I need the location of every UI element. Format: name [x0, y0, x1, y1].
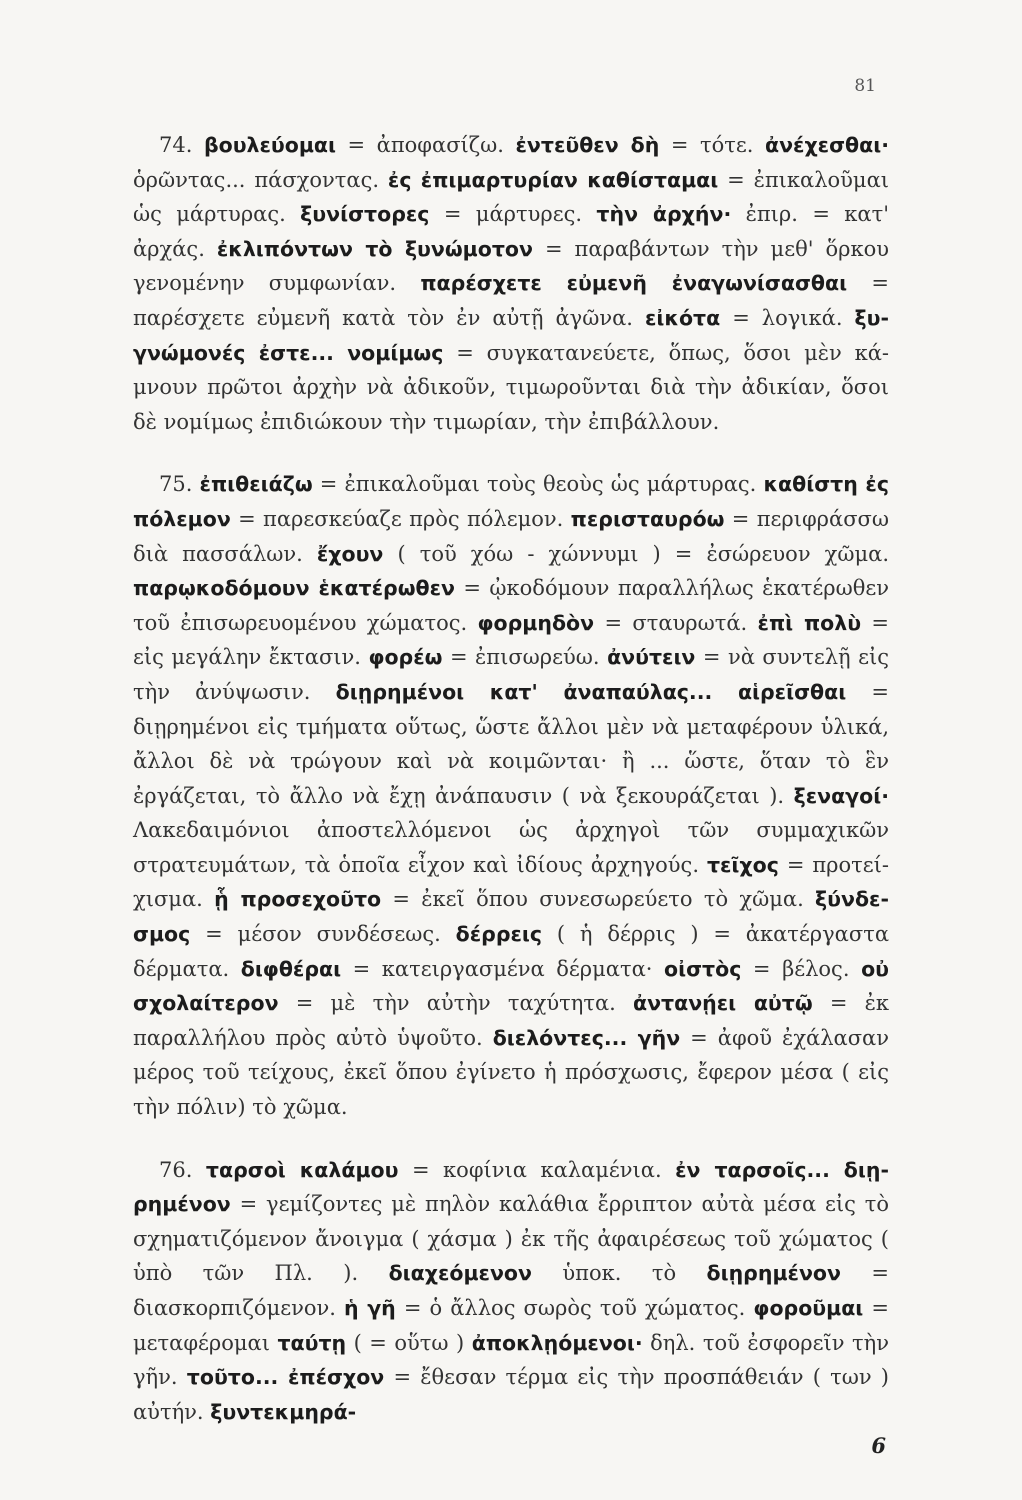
gloss-text: = μὲ τὴν αὐτὴν ταχύτητα. [278, 991, 633, 1016]
gloss-text: = σταυρωτά. [594, 610, 758, 635]
lemma-term: φοροῦμαι [753, 1296, 864, 1320]
gloss-text: = ἐπικαλοῦμαι τοὺς θεοὺς ὡς μάρτυρας. [312, 472, 764, 497]
lemma-term: δέρρεις [455, 922, 543, 947]
lemma-term: εἰκότα [644, 305, 721, 330]
lemma-term: ἀνέχεσθαι· [764, 133, 889, 157]
gloss-text: 74. [159, 133, 204, 157]
lemma-term: ἐπιθειάζω [199, 472, 313, 497]
commentary-body [133, 128, 889, 1457]
lemma-term: ξυνίστορες [300, 202, 430, 227]
lemma-term: παρέσχετε εὐμενῆ ἐναγωνίσασθαι [420, 271, 848, 296]
gloss-text: = λογικά. [720, 305, 855, 330]
lemma-term: διῃρημένον [706, 1261, 841, 1286]
lemma-term: τοῦτο... ἐπέσχον [186, 1365, 385, 1390]
gloss-text: = παρέσχετε εὐμενῆ κατὰ τὸν ἐν αὐτῇ ἀγῶνα. [133, 271, 890, 330]
lemma-term: ᾗ προσεχοῦτο [214, 887, 382, 912]
gloss-text: = ἐκεῖ ὅπου συνεσωρεύετο τὸ χῶμα. [381, 887, 816, 912]
gloss-text: = μεταφέρομαι [133, 1296, 889, 1355]
lemma-term: φορέω [368, 645, 443, 670]
lemma-term: ἡ γῆ [344, 1296, 396, 1320]
lemma-term: ταύτῃ [277, 1330, 347, 1355]
gloss-text: ὑποκ. τὸ [531, 1261, 707, 1286]
gloss-text: ( = οὕτω ) [346, 1330, 472, 1355]
gloss-text: = ᾠκοδόμουν παραλλήλως ἑκατέρωθεν τοῦ ἐπισωρευομένου χώματος. [133, 576, 889, 635]
gloss-text: = κοφίνια καλαμένια. [398, 1157, 676, 1182]
gloss-text: ( ἡ δέρρις ) = ἀκατέργαστα δέρματα. [133, 922, 890, 981]
lemma-term: ἐπὶ πολὺ [757, 610, 862, 635]
lemma-term: ἔχουν [316, 541, 384, 566]
gloss-text: = ἐπικαλοῦμαι ὡς μάρτυρας. [133, 167, 889, 227]
gloss-text: δηλ. τοῦ ἐσφορεῖν τὴν γῆν. [133, 1330, 889, 1390]
gloss-text: = παραβάντων τὴν μεθ' ὅρκου γενομένην συμφωνίαν. [133, 236, 889, 296]
gloss-text: = διῃρημένοι εἰς τμήματα οὕτως, ὥστε ἄλλοι μὲν νὰ μεταφέρουν ὑλικά, ἄλλοι δὲ νὰ τρώγουν καὶ νὰ κοιμῶνται· ἢ ... ὥστε, ὅταν τὸ ἓν ἐργάζεται, τὸ ἄλλο νὰ ἔχῃ ἀνάπαυσιν ( νὰ ξεκουράζεται ). [133, 679, 890, 808]
gloss-text: = μάρτυρες. [429, 202, 597, 227]
lemma-term: ἐν ταρσοῖς... διῃρημένον [133, 1157, 889, 1217]
gloss-text: ἐπιρ. = κατ' ἀρχάς. [133, 202, 889, 261]
lemma-term: ταρσοὶ καλάμου [205, 1157, 399, 1182]
lemma-term: περισταυρόω [570, 506, 725, 531]
lemma-term: οἰστὸς [664, 956, 742, 981]
lemma-term: ξύνδεσμος [133, 887, 889, 947]
gloss-text: = γεμίζοντες μὲ πηλὸν καλάθια ἔρριπτον αὐτὰ μέσα εἰς τὸ σχηματιζόμενον ἄνοιγμα ( χάσμα ) ἐκ τῆς ἀφαιρέσεως τοῦ χώματος ( ὑπὸ τῶν Πλ. ). [133, 1192, 889, 1286]
gloss-text: = βέλος. [741, 956, 862, 981]
lemma-term: καθίστη ἐς πόλεμον [133, 472, 889, 531]
lemma-term: διφθέραι [240, 956, 342, 981]
lemma-term: φορμηδὸν [477, 610, 595, 635]
gloss-text: = διασκορπιζόμενον. [133, 1261, 889, 1320]
lemma-term: τεῖχος [706, 852, 779, 877]
lemma-term: ἀνύτειν [607, 645, 696, 670]
gloss-text: 76. [159, 1157, 206, 1182]
gloss-text: = νὰ συντελῇ εἰς τὴν ἀνύψωσιν. [133, 645, 889, 704]
gloss-text: = τότε. [659, 133, 765, 157]
gloss-text: = συγκατανεύετε, ὅπως, ὅσοι μὲν κάμνουν πρῶτοι ἀρχὴν νὰ ἀδικοῦν, τιμωροῦνται διὰ τὴν ἀδικίαν, ὅσοι δὲ νομίμως ἐπιδιώκουν τὴν τιμωρίαν, τὴν ἐπιβάλλουν. [133, 340, 890, 434]
gloss-text: = ὁ ἄλλος σωρὸς τοῦ χώματος. [395, 1296, 754, 1320]
gloss-text: = κατειργασμένα δέρματα· [341, 956, 665, 981]
gloss-text: = ἐκ παραλλήλου πρὸς αὐτὸ ὑψοῦτο. [133, 991, 890, 1050]
lemma-term: παρῳκοδόμουν ἑκατέρωθεν [133, 576, 455, 601]
lemma-term: διελόντες... γῆν [492, 1025, 681, 1050]
lemma-term: ἀποκλῃόμενοι· [471, 1330, 643, 1355]
lemma-term: οὐ σχολαίτερον [133, 956, 889, 1016]
gloss-text: = ἀποφασίζω. [336, 133, 516, 157]
page-number: 81 [854, 76, 876, 96]
lemma-term: ἀντανῄει αὐτῷ [633, 991, 813, 1016]
lemma-term: διῃρημένοι κατ' ἀναπαύλας... αἱρεῖσθαι [335, 679, 847, 704]
gloss-text: ὁρῶντας... πάσχοντας. [133, 167, 388, 192]
gloss-text: = περιφράσσω διὰ πασσάλων. [133, 506, 889, 566]
printer-signature-mark: 6 [871, 1433, 886, 1458]
lemma-term: διαχεόμενον [388, 1261, 532, 1286]
lemma-term: ἐντεῦθεν δὴ [515, 133, 660, 157]
gloss-text: 75. [159, 472, 200, 497]
gloss-text: Λακεδαιμόνιοι ἀποστελλόμενοι ὡς ἀρχηγοὶ τῶν συμμαχικῶν στρατευμάτων, τὰ ὁποῖα εἶχον καὶ ἰδίους ἀρχηγούς. [133, 818, 889, 877]
paragraph-75 [133, 467, 889, 1124]
paragraph-76 [133, 1153, 889, 1430]
lemma-term: ξυγνώμονές ἐστε... νομίμως [133, 305, 890, 365]
lemma-term: ξεναγοί· [793, 783, 889, 808]
gloss-text: = ἀφοῦ ἐχάλασαν μέρος τοῦ τείχους, ἐκεῖ ὅπου ἐγίνετο ἡ πρόσχωσις, ἔφερον μέσα ( εἰς τὴν πόλιν) τὸ χῶμα. [133, 1025, 889, 1120]
lemma-term: ξυντεκμηρά- [210, 1399, 357, 1424]
lemma-term: τὴν ἀρχήν· [596, 202, 732, 227]
gloss-text: = παρεσκεύαζε πρὸς πόλεμον. [230, 506, 571, 531]
gloss-text: = μέσον συνδέσεως. [190, 922, 456, 947]
gloss-text: = ἔθεσαν τέρμα εἰς τὴν προσπάθειάν ( των ) αὐτήν. [133, 1365, 889, 1424]
paragraph-74 [133, 128, 889, 439]
gloss-text: = εἰς μεγάλην ἔκτασιν. [133, 610, 890, 670]
gloss-text: ( τοῦ χόω - χώννυμι ) = ἐσώρευον χῶμα. [383, 541, 889, 566]
lemma-term: βουλεύομαι [203, 133, 337, 157]
lemma-term: ἐκλιπόντων τὸ ξυνώμοτον [216, 236, 533, 261]
gloss-text: = ἐπισωρεύω. [442, 645, 608, 670]
lemma-term: ἐς ἐπιμαρτυρίαν καθίσταμαι [387, 167, 719, 192]
gloss-text: = προτείχισμα. [133, 852, 889, 912]
